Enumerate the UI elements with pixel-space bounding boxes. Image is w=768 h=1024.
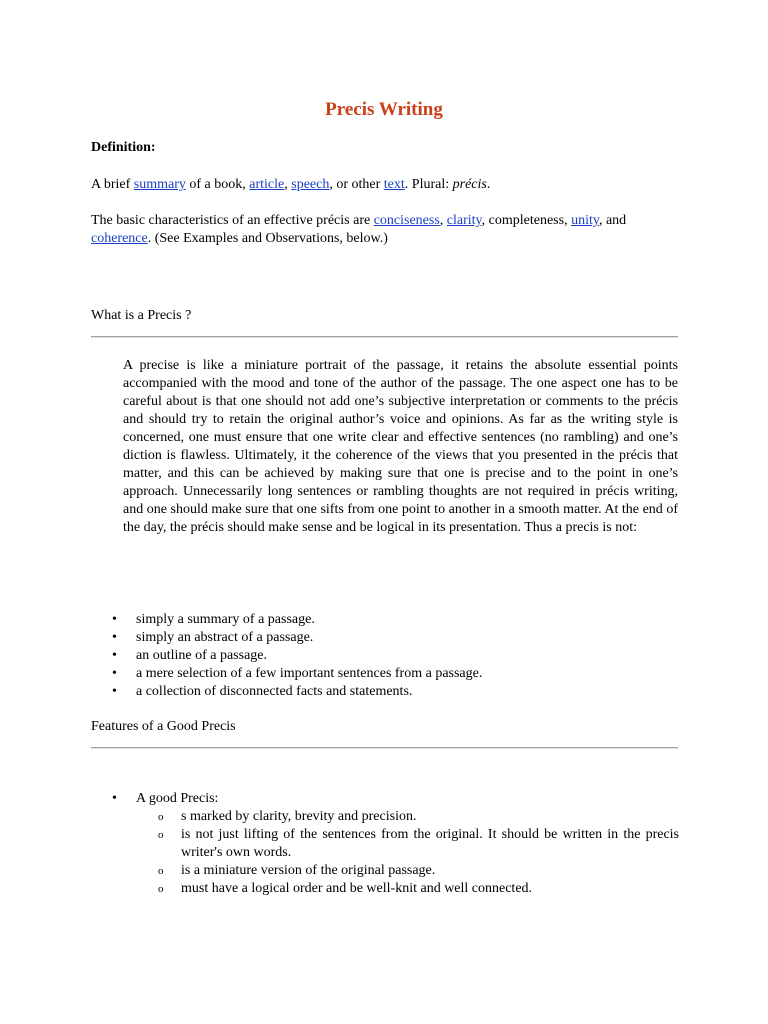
precis-description-paragraph: A precise is like a miniature portrait of the passage, it retains the absolute essential points accompanied with the mood and tone of the author of the passage. The one aspect one has to be careful about is that one should not add one’s subjective interpretation or comments to the précis and should try to retain the original author’s voice and opinions. As far as the writing style is concerned, one must ensure that one write clear and effective sentences (no rambling) and one’s diction is flawless. Ultimately, it the coherence of the views that you presented in the précis that matter, and this can be achieved by making sure that one is precise and to the point in one’s approach. Unnecessarily long sentences or rambling thoughts are not required in précis writing, and one should make sure that one sifts from one point to another in a smooth matter. At the end of the day, the précis should make sense and be logical in its presentation. Thus a precis is not: <box>123 358 678 535</box>
section-heading-what-is-precis: What is a Precis ? <box>91 308 192 323</box>
list-item <box>91 790 679 898</box>
sublist-item: o must have a logical order and be well-knit and well connected. <box>136 880 679 898</box>
list-item-label: A good Precis: <box>136 791 219 806</box>
text-fragment: of a book, <box>185 177 250 192</box>
list-item: • simply an abstract of a passage. <box>91 629 482 647</box>
plural-word: précis <box>452 177 487 192</box>
list-item: • a collection of disconnected facts and statements. <box>91 683 482 701</box>
definition-heading: Definition: <box>91 140 156 155</box>
definition-paragraph <box>91 176 681 194</box>
text-fragment: The basic characteristics of an effective précis are <box>91 213 374 228</box>
coherence-link[interactable]: coherence <box>91 231 148 246</box>
summary-link[interactable]: summary <box>133 177 186 192</box>
section-heading-features: Features of a Good Precis <box>91 719 236 734</box>
horizontal-rule <box>91 747 678 749</box>
text-fragment: , or other <box>329 177 384 192</box>
characteristics-paragraph <box>91 212 681 248</box>
text-fragment: . <box>486 177 491 192</box>
features-sublist <box>136 808 679 898</box>
text-fragment: , completeness, <box>481 213 572 228</box>
unity-link[interactable]: unity <box>571 213 599 228</box>
precis-is-not-list <box>91 611 482 701</box>
text-fragment: , <box>284 177 292 192</box>
text-fragment: A brief <box>91 177 134 192</box>
text-fragment: . Plural: <box>404 177 453 192</box>
list-item: • an outline of a passage. <box>91 647 482 665</box>
page-title: Precis Writing <box>325 99 443 120</box>
clarity-link[interactable]: clarity <box>446 213 482 228</box>
sublist-item: o is a miniature version of the original passage. <box>136 862 679 880</box>
sublist-item: o is not just lifting of the sentences from the original. It should be written in the precis writer's own words. <box>136 826 679 862</box>
sublist-item: o s marked by clarity, brevity and precision. <box>136 808 679 826</box>
list-item: • simply a summary of a passage. <box>91 611 482 629</box>
text-fragment: . (See Examples and Observations, below.) <box>147 231 388 246</box>
horizontal-rule <box>91 336 678 338</box>
features-list <box>91 790 679 898</box>
text-fragment: , <box>439 213 447 228</box>
conciseness-link[interactable]: conciseness <box>373 213 440 228</box>
text-link[interactable]: text <box>383 177 405 192</box>
article-link[interactable]: article <box>249 177 285 192</box>
list-item: • a mere selection of a few important sentences from a passage. <box>91 665 482 683</box>
text-fragment: , and <box>598 213 627 228</box>
speech-link[interactable]: speech <box>291 177 330 192</box>
